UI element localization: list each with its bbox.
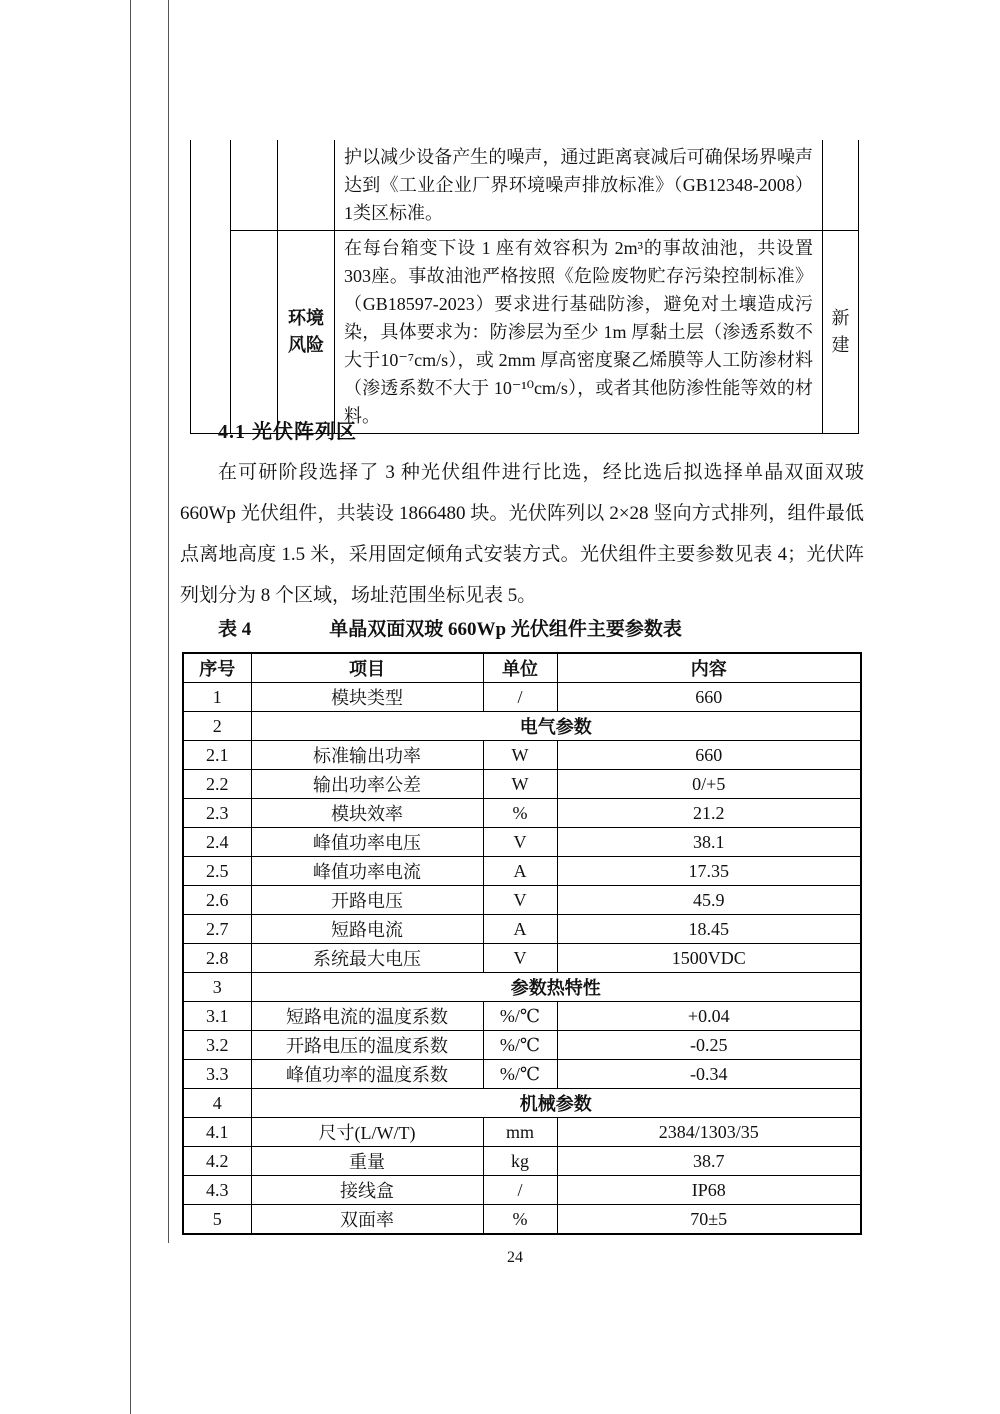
table-cell: 模块效率 <box>251 799 483 828</box>
status-new-badge: 新建 <box>823 231 859 434</box>
table-row <box>183 944 861 973</box>
page-number: 24 <box>507 1249 523 1266</box>
status-cell <box>823 140 859 231</box>
table-row <box>183 973 861 1002</box>
table-cell: IP68 <box>557 1176 861 1205</box>
table-row <box>191 231 859 434</box>
table-cell: 4.2 <box>183 1147 251 1176</box>
table-cell: 4 <box>183 1089 251 1118</box>
page-left-border-line <box>130 0 131 1414</box>
table-cell: %/℃ <box>483 1031 557 1060</box>
table-cell: V <box>483 886 557 915</box>
table-cell: 2.7 <box>183 915 251 944</box>
table-cell: 3.2 <box>183 1031 251 1060</box>
table-cell: 2.2 <box>183 770 251 799</box>
table-cell: 1 <box>183 683 251 712</box>
table-header-row <box>183 653 861 683</box>
header-unit: 单位 <box>483 653 557 683</box>
table-cell: 参数热特性 <box>251 973 861 1002</box>
table-cell: 输出功率公差 <box>251 770 483 799</box>
param-table-body <box>183 683 861 1235</box>
table-cell: 17.35 <box>557 857 861 886</box>
table-cell: A <box>483 857 557 886</box>
table-cell: 3.3 <box>183 1060 251 1089</box>
table-cell: W <box>483 741 557 770</box>
content-left-border-line <box>168 0 169 1243</box>
table-cell: A <box>483 915 557 944</box>
table-cell: W <box>483 770 557 799</box>
table-row <box>183 770 861 799</box>
table-cell: / <box>483 683 557 712</box>
header-item: 项目 <box>251 653 483 683</box>
table-cell: 18.45 <box>557 915 861 944</box>
table-cell: 模块类型 <box>251 683 483 712</box>
table-cell: 38.1 <box>557 828 861 857</box>
risk-row-label: 环境风险 <box>278 231 335 434</box>
table-row <box>183 828 861 857</box>
table-cell: 70±5 <box>557 1205 861 1235</box>
table-cell: 峰值功率电流 <box>251 857 483 886</box>
table-cell: 2.1 <box>183 741 251 770</box>
table-cell: 双面率 <box>251 1205 483 1235</box>
table-cell: mm <box>483 1118 557 1147</box>
table-cell: 短路电流 <box>251 915 483 944</box>
empty-cell <box>191 140 231 434</box>
table-row <box>183 1060 861 1089</box>
table-row <box>183 857 861 886</box>
table-cell: 38.7 <box>557 1147 861 1176</box>
table-row <box>183 1089 861 1118</box>
table-row <box>183 1147 861 1176</box>
header-no: 序号 <box>183 653 251 683</box>
table-cell: 系统最大电压 <box>251 944 483 973</box>
table-cell: V <box>483 828 557 857</box>
table-cell: 45.9 <box>557 886 861 915</box>
table-cell: -0.25 <box>557 1031 861 1060</box>
header-content: 内容 <box>557 653 861 683</box>
table-cell: 机械参数 <box>251 1089 861 1118</box>
table4-caption <box>218 614 864 641</box>
table-cell: 重量 <box>251 1147 483 1176</box>
table4-title: 单晶双面双玻 660Wp 光伏组件主要参数表 <box>329 619 682 640</box>
table-cell: 短路电流的温度系数 <box>251 1002 483 1031</box>
table-cell: 4.1 <box>183 1118 251 1147</box>
table-cell: 2 <box>183 712 251 741</box>
table-cell: %/℃ <box>483 1060 557 1089</box>
table-cell: 3 <box>183 973 251 1002</box>
table-row <box>183 799 861 828</box>
table-cell: 开路电压的温度系数 <box>251 1031 483 1060</box>
table4-label: 表 4 <box>218 619 252 640</box>
body-paragraph: 在可研阶段选择了 3 种光伏组件进行比选，经比选后拟选择单晶双面双玻 660Wp 光伏组件，共装设 1866480 块。光伏阵列以 2×28 竖向方式排列，组件最低点离地高度 1.5 米，采用固定倾角式安装方式。光伏组件主要参数见表 4；光伏阵列划分为 8 个区域，场址范围坐标见表 5。 <box>180 462 864 606</box>
table-cell: 21.2 <box>557 799 861 828</box>
table-row <box>183 1118 861 1147</box>
table-cell: 2.3 <box>183 799 251 828</box>
table-cell: +0.04 <box>557 1002 861 1031</box>
noise-measure-text: 护以减少设备产生的噪声，通过距离衰减后可确保场界噪声达到《工业企业厂界环境噪声排放标准》（GB12348-2008）1类区标准。 <box>335 140 823 231</box>
risk-measure-text: 在每台箱变下设 1 座有效容积为 2m³的事故油池，共设置 303座。事故油池严格按照《危险废物贮存污染控制标准》（GB18597-2023）要求进行基础防渗，避免对土壤造成污染，具体要求为：防渗层为至少 1m 厚黏土层（渗透系数不大于10⁻⁷cm/s），或 2mm 厚高密度聚乙烯膜等人工防渗材料（渗透系数不大于 10⁻¹⁰cm/s），或者其他防渗性能等效的材料。 <box>335 231 823 434</box>
empty-cell <box>231 140 278 231</box>
table-cell: V <box>483 944 557 973</box>
table-cell: 2.6 <box>183 886 251 915</box>
table-cell: 660 <box>557 683 861 712</box>
table-row <box>183 915 861 944</box>
table-cell: 5 <box>183 1205 251 1235</box>
table-cell: 1500VDC <box>557 944 861 973</box>
table-cell: 2384/1303/35 <box>557 1118 861 1147</box>
table-row <box>183 1002 861 1031</box>
table-row <box>183 1205 861 1235</box>
table-cell: 3.1 <box>183 1002 251 1031</box>
table-cell: -0.34 <box>557 1060 861 1089</box>
table-row <box>183 712 861 741</box>
table-cell: 0/+5 <box>557 770 861 799</box>
table-cell: % <box>483 1205 557 1235</box>
empty-cell <box>231 231 278 434</box>
table-cell: 开路电压 <box>251 886 483 915</box>
row-label-cell <box>278 140 335 231</box>
pv-module-parameter-table <box>182 652 862 1235</box>
table-cell: 2.8 <box>183 944 251 973</box>
table-row <box>183 1176 861 1205</box>
table-cell: 2.4 <box>183 828 251 857</box>
table-cell: 尺寸(L/W/T) <box>251 1118 483 1147</box>
table-cell: 2.5 <box>183 857 251 886</box>
section-heading: 4.1 光伏阵列区 <box>218 421 357 443</box>
table-cell: 电气参数 <box>251 712 861 741</box>
table-cell: 峰值功率电压 <box>251 828 483 857</box>
table-cell: 峰值功率的温度系数 <box>251 1060 483 1089</box>
table-cell: %/℃ <box>483 1002 557 1031</box>
table-cell: / <box>483 1176 557 1205</box>
environmental-risk-table <box>190 140 859 434</box>
table-cell: kg <box>483 1147 557 1176</box>
table-row <box>183 1031 861 1060</box>
table-cell: % <box>483 799 557 828</box>
table-cell: 标准输出功率 <box>251 741 483 770</box>
table-row <box>183 741 861 770</box>
table-cell: 660 <box>557 741 861 770</box>
table-cell: 接线盒 <box>251 1176 483 1205</box>
table-row <box>183 683 861 712</box>
table-row <box>183 886 861 915</box>
table-row <box>191 140 859 231</box>
table-cell: 4.3 <box>183 1176 251 1205</box>
